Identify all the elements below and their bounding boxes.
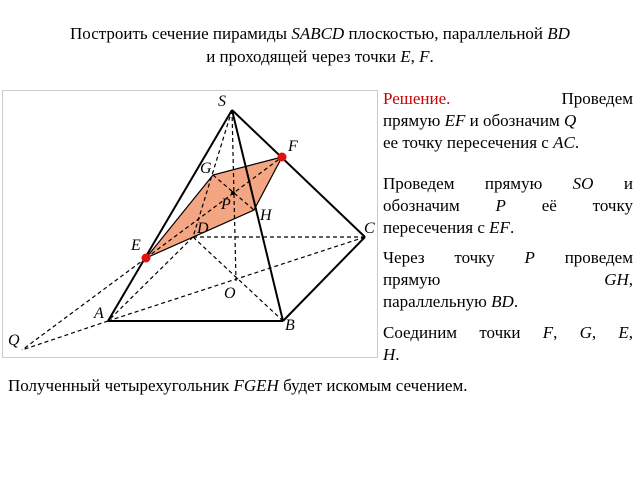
solution-line: H.: [383, 345, 400, 364]
label-f: F: [288, 138, 298, 155]
point-e-name: E: [400, 47, 411, 66]
title-text: и проходящей через точки: [206, 47, 401, 66]
solution-line: обозначим P её точку: [383, 196, 633, 215]
label-e: E: [131, 237, 141, 254]
title-text: .: [429, 47, 434, 66]
conclusion-text: Полученный четырехугольник FGEH будет искомым сечением.: [8, 376, 468, 395]
solution-line: пересечения с EF.: [383, 218, 515, 237]
pyramid-name: SABCD: [291, 24, 345, 43]
title-text: Построить сечение пирамиды: [70, 24, 292, 43]
solution-line: Через точку P проведем: [383, 248, 633, 267]
label-c: C: [364, 220, 375, 237]
label-g: G: [200, 160, 212, 177]
solution-text: Проведем: [561, 89, 633, 108]
title-text: ,: [410, 47, 420, 66]
label-p: P: [221, 196, 231, 213]
label-h: H: [260, 207, 272, 224]
point-f-name: F: [419, 47, 430, 66]
solution-line: [383, 88, 633, 110]
solution-step-1: [383, 88, 633, 154]
solution-step-4: [383, 322, 633, 366]
label-a: A: [94, 305, 104, 322]
point-e-marker: [142, 254, 151, 263]
solution-step-3: [383, 247, 633, 313]
solution-step-2: [383, 173, 633, 239]
solution-line: прямую EF и обозначим Q: [383, 111, 577, 130]
point-f-marker: [278, 153, 287, 162]
label-b: B: [285, 317, 295, 334]
point-p-marker: [231, 191, 235, 195]
label-q: Q: [8, 332, 20, 349]
edge-bc: [283, 237, 365, 321]
line-ac-extension: [22, 321, 108, 350]
solution-line: ее точку пересечения с AC.: [383, 133, 580, 152]
label-d: D: [197, 220, 209, 237]
line-bd-name: BD: [547, 24, 570, 43]
solution-line: параллельную BD.: [383, 292, 519, 311]
line-fe-extension: [22, 258, 146, 350]
label-s: S: [218, 93, 226, 110]
title-text: плоскостью, параллельной: [344, 24, 548, 43]
solution-heading: Решение.: [383, 89, 451, 108]
label-o: O: [224, 285, 236, 302]
solution-line: Проведем прямую SO и: [383, 174, 633, 193]
solution-line: Соединим точки F, G, E,: [383, 323, 633, 342]
solution-line: прямую GH,: [383, 270, 633, 289]
